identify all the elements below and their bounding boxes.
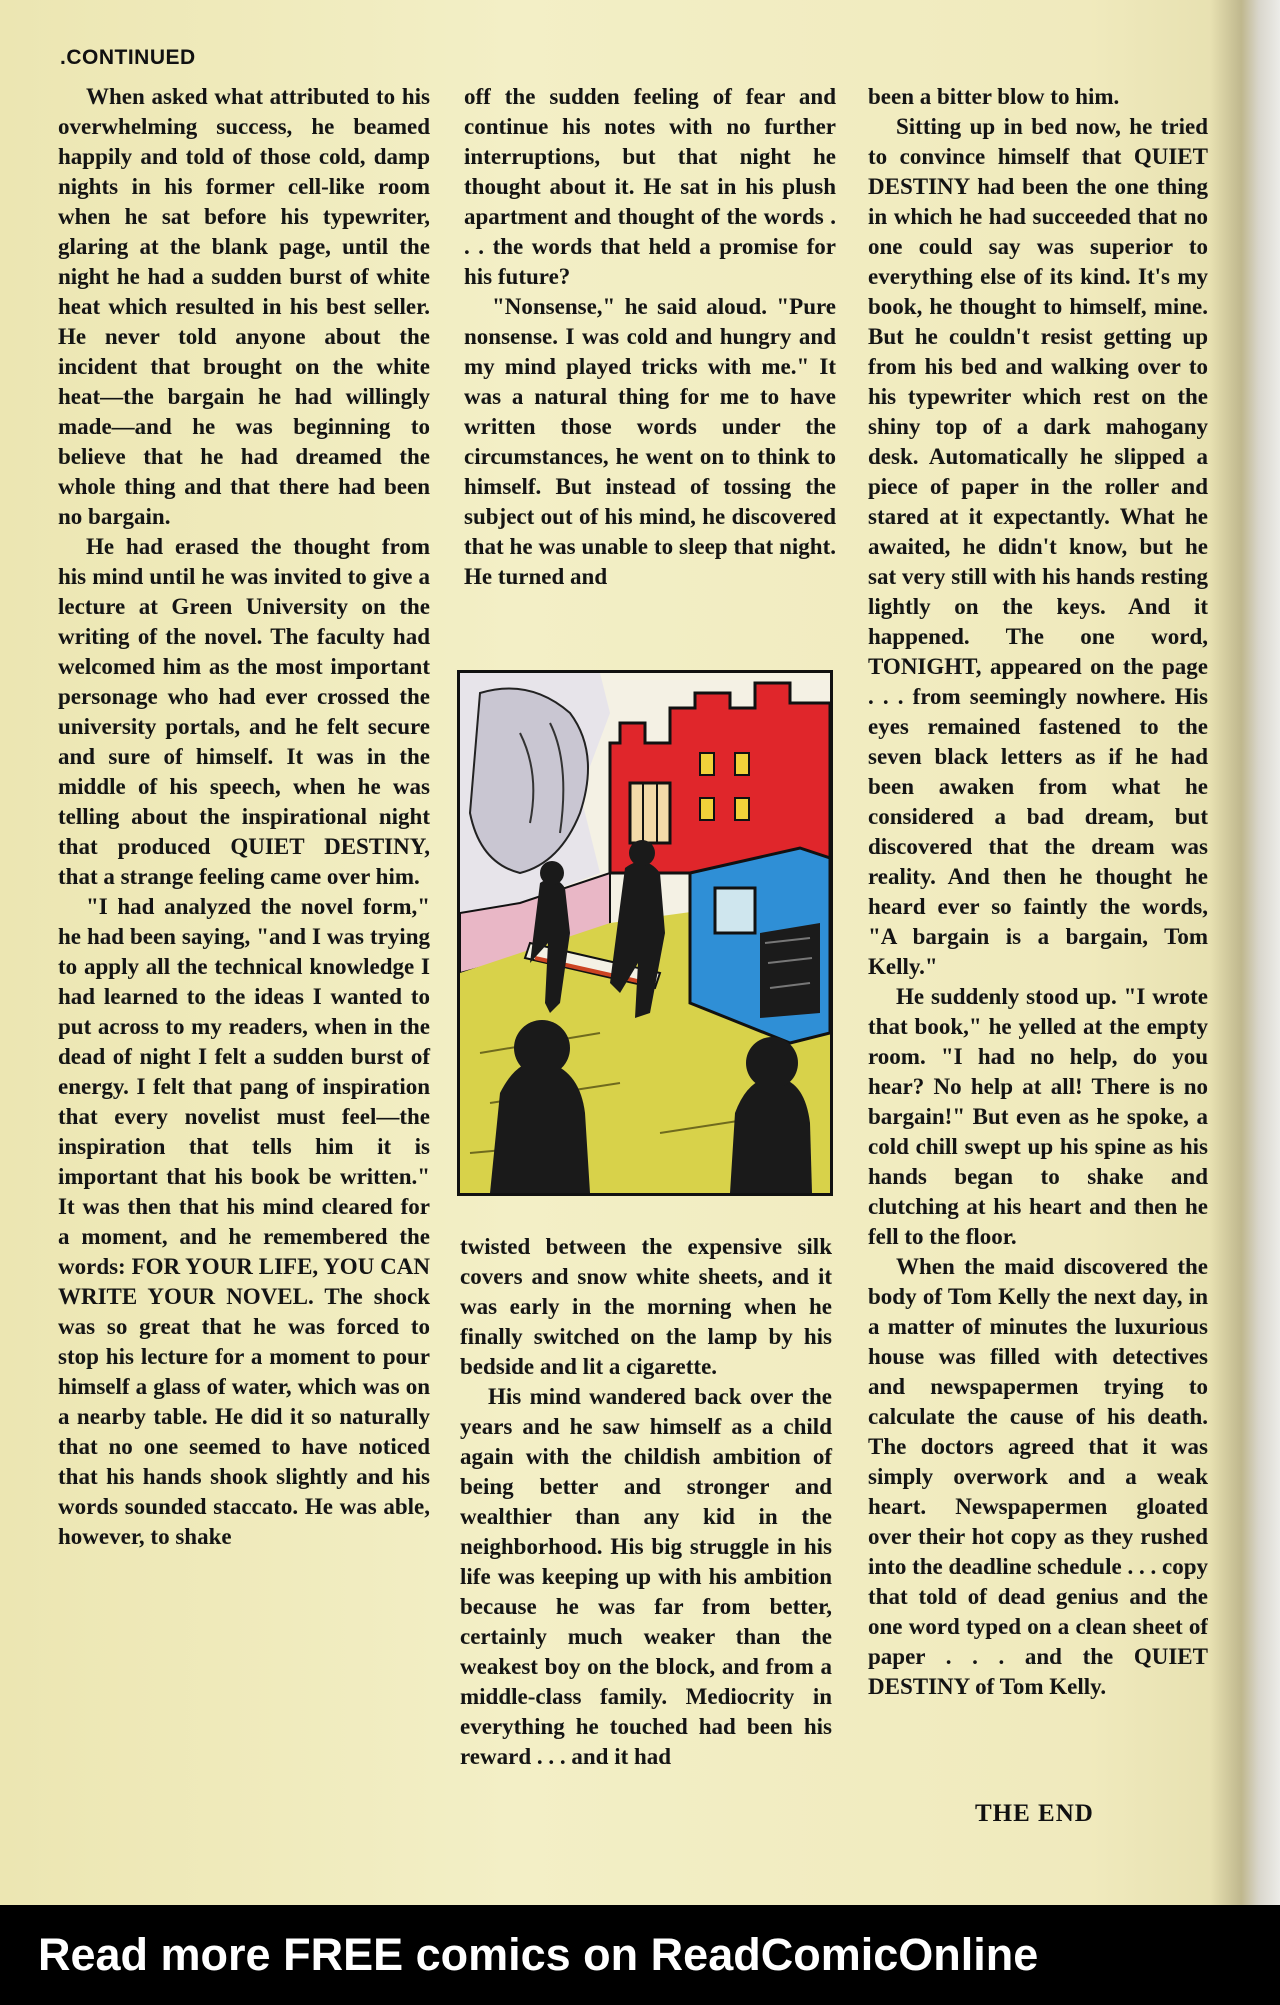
continued-header: .CONTINUED [60,46,196,69]
paragraph: off the sudden feeling of fear and continue his notes with no further interruptions, but that night he thought about it. He sat in his plush apartment and thought of the words . . . the words that held a promise for his future? [464,84,836,289]
paragraph: When the maid discovered the body of Tom Kelly the next day, in a matter of minutes the luxurious house was filled with detectives and newspapermen trying to calculate the cause of his death. The doctors agreed that it was simply overwork and a weak heart. Newspapermen gloated over their hot copy as they rushed into the deadline schedule . . . copy that told of dead genius and the one word typed on a clean sheet of paper . . . and the QUIET DESTINY of Tom Kelly. [868,1254,1208,1699]
text-column-1 [58,82,430,1552]
paragraph: "I had analyzed the novel form," he had been saying, "and I was trying to apply all the technical knowledge I had learned to the ideas I wanted to put across to my readers, when in the dead of night I felt a sudden burst of energy. I felt that pang of inspiration that every novelist must feel—the inspiration that tells him it is important that his book be written." It was then that his mind cleared for a moment, and he remembered the words: FOR YOUR LIFE, YOU CAN WRITE YOUR NOVEL. The shock was so great that he was forced to stop his lecture for a moment to pour himself a glass of water, which was on a nearby table. He did it so naturally that no one seemed to have noticed that his hands shook slightly and his words sounded staccato. He was able, however, to shake [58,894,430,1549]
paragraph: Sitting up in bed now, he tried to convince himself that QUIET DESTINY had been the one thing in which he had succeeded that no one could say was superior to everything else of its kind. It's my book, he thought to himself, mine. But he couldn't resist getting up from his bed and walking over to his typewriter which rest on the shiny top of a dark mahogany desk. Automatically he slipped a piece of paper in the roller and stared at it expectantly. What he awaited, he didn't know, but he sat very still with his hands resting lightly on the keys. And it happened. The one word, TONIGHT, appeared on the page . . . from seemingly nowhere. His eyes remained fastened to the seven black letters as if he had been awaken from what he considered a bad dream, but discovered that the dream was reality. And then he thought he heard ever so faintly the words, "A bargain is a bargain, Tom Kelly." [868,114,1208,979]
illustration-panel [457,670,833,1196]
paragraph: His mind wandered back over the years and he saw himself as a child again with the childish ambition of being better and stronger and wealthier than any kid in the neighborhood. His big struggle in his life was keeping up with his ambition because he was far from better, certainly much weaker than the weakest boy on the block, and from a middle-class family. Mediocrity in everything he touched had been his reward . . . and it had [460,1384,832,1769]
text-column-2-bottom [460,1232,832,1772]
ambulance-scene-illustration [460,673,830,1193]
paragraph: He suddenly stood up. "I wrote that book," he yelled at the empty room. "I had no help, do you hear? No help at all! There is no bargain!" But even as he spoke, a cold chill swept up his spine as his hands began to shake and clutching at his heart and then he fell to the floor. [868,984,1208,1249]
paragraph: When asked what attributed to his overwhelming success, he beamed happily and told of those cold, damp nights in his former cell-like room when he sat before his typewriter, glaring at the blank page, until the night he had a sudden burst of white heat which resulted in his best seller. He never told anyone about the incident that brought on the white heat—the bargain he had willingly made—and he was beginning to believe that he had dreamed the whole thing and that there had been no bargain. [58,84,430,529]
the-end-label: THE END [975,1800,1094,1827]
page-gutter-shadow [1210,0,1280,1905]
promo-banner[interactable] [0,1905,1280,2005]
text-column-2-top [464,82,836,592]
paragraph: been a bitter blow to him. [868,84,1120,109]
text-column-3 [868,82,1208,1702]
paragraph: twisted between the expensive silk covers and snow white sheets, and it was early in the morning when he finally switched on the lamp by his bedside and lit a cigarette. [460,1234,832,1379]
promo-banner-text: Read more FREE comics on ReadComicOnline [38,1929,1039,1980]
paragraph: "Nonsense," he said aloud. "Pure nonsense. I was cold and hungry and my mind played tricks with me." It was a natural thing for me to have written those words under the circumstances, he went on to think to himself. But instead of tossing the subject out of his mind, he discovered that he was unable to sleep that night. He turned and [464,294,836,589]
paragraph: He had erased the thought from his mind until he was invited to give a lecture at Green University on the writing of the novel. The faculty had welcomed him as the most important personage who had ever crossed the university portals, and he felt secure and sure of himself. It was in the middle of his speech, when he was telling about the inspirational night that produced QUIET DESTINY, that a strange feeling came over him. [58,534,430,889]
